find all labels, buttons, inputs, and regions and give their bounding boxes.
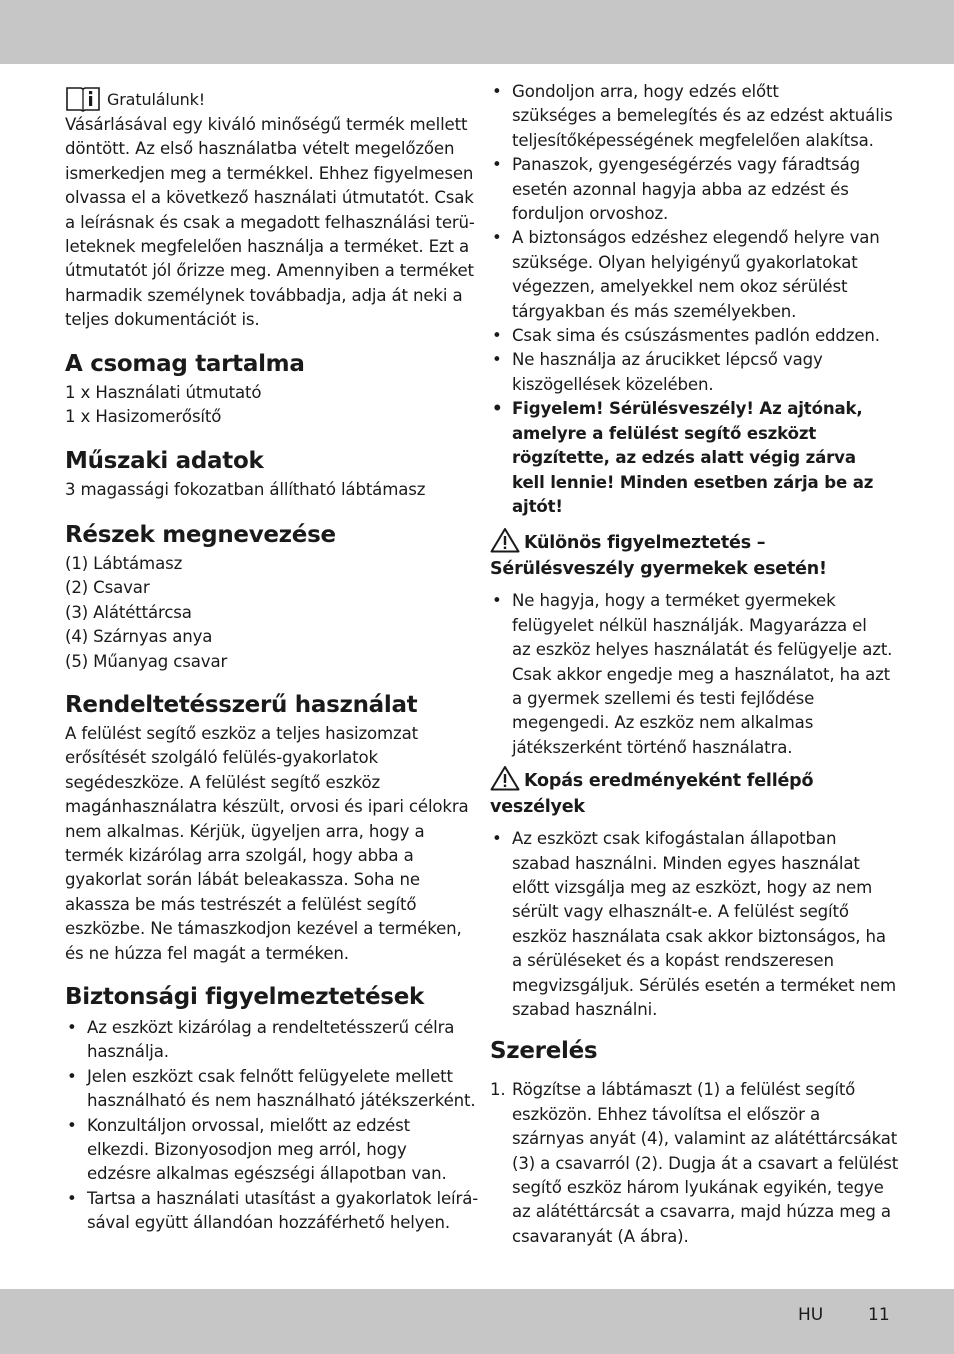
parts-heading: Részek megnevezése [65,521,336,548]
heading-text: Különös figyelmeztetés – [524,533,766,554]
header-bar [0,0,954,64]
text-line: használja. [87,1042,169,1062]
text-line: megengedi. Az eszköz nem alkalmas [512,713,814,733]
text-line: a gyermek szellemi és testi fejlődése [512,688,815,708]
text-line: • Tartsa a használati utasítást a gyakorlatok leírá- [87,1188,479,1208]
intended-use-paragraph [65,722,469,966]
text-line: Rögzítse a lábtámaszt (1) a felülést segítő [512,1080,856,1100]
contents-list [65,381,465,430]
text-line: • Panaszok, gyengeségérzés vagy fáradtság [512,155,861,175]
list-item: (4) Szárnyas anya [65,627,213,647]
text-line: gyakorlat során lábát beleakassza. Soha ne [65,870,420,890]
text-line: útmutatót jól őrizze meg. Amennyiben a terméket [65,261,474,281]
heading-text: Kopás eredményeként fellépő [524,771,814,792]
list-item [65,1065,476,1114]
text-line: magánhasználatra készült, orvosi és ipari célokra [65,797,469,817]
list-item [490,226,894,324]
left-column [65,84,479,1236]
text-line: teljesítőképességének megfelelően alakítsa. [512,130,874,150]
assembly-heading: Szerelés [490,1038,598,1065]
safety-list-continued [490,80,894,519]
intro-paragraph [65,113,475,333]
list-item: (2) Csavar [65,578,150,598]
text-line: erősítését szolgáló felülés-gyakorlatok [65,748,378,768]
intended-use-heading: Rendeltetésszerű használat [65,691,418,718]
list-item [490,348,894,397]
footer-bar [0,1289,954,1354]
warning-triangle-icon [490,765,520,791]
list-item: (5) Műanyag csavar [65,651,228,671]
children-warning-heading [490,527,894,582]
text-line: Vásárlásával egy kiváló minőségű termék mellett [65,115,468,134]
text-line: döntött. Az első használatba vételt megelőzően [65,139,455,159]
text-line: a leírásnak és csak a megadott felhasználási terü- [65,212,475,232]
intro-greeting: Gratulálunk! [107,89,206,109]
text-line: esetén azonnal hagyja abba az edzést és [512,179,849,199]
text-line: • Ne hagyja, hogy a terméket gyermekek [512,591,836,611]
manual-info-icon [65,84,101,112]
heading-line [490,765,894,794]
text-line: forduljon orvoshoz. [512,204,669,224]
text-line: • Gondoljon arra, hogy edzés előtt [512,82,779,101]
text-line: játékszerként történő használatra. [512,737,793,757]
list-item: 3 magassági fokozatban állítható lábtámasz [65,480,426,500]
text-line: kell lennie! Minden esetben zárja be az [512,472,874,492]
text-line: kiszögellések közelében. [512,374,714,394]
list-item [490,589,894,760]
text-line: olvassa el a következő használati útmutatót. Csak [65,188,474,208]
text-line: harmadik személynek továbbadja, adja át neki a [65,285,463,305]
text-line: szabad használni. Minden egyes használat [512,853,860,873]
text-line: eszközbe. Ne támaszkodjon kezével a terméken, [65,919,462,939]
text-line: ismerkedjen meg a termékkel. Ehhez figyelmesen [65,163,474,183]
assembly-steps [490,1078,899,1249]
page-number: 11 [868,1305,890,1325]
children-warning-list [490,589,894,760]
list-item: 1 x Használati útmutató [65,382,262,402]
text-line: ajtót! [512,496,563,516]
text-line: • Az eszközt csak kifogástalan állapotban [512,829,837,849]
safety-list [65,1016,479,1236]
text-line: elkezdi. Bizonyosodjon meg arról, hogy [87,1140,407,1159]
text-line: csavaranyát (A ábra). [512,1226,689,1246]
list-item: 1 x Hasizomerősítő [65,407,222,427]
wear-warning-list [490,827,897,1022]
safety-heading: Biztonsági figyelmeztetések [65,983,424,1010]
text-line: (3) a csavarról (2). Dugja át a csavart a felülést [512,1153,899,1173]
warning-triangle-icon [490,527,520,553]
list-item [65,1016,465,1065]
wear-warning-heading [490,765,894,820]
list-item: (1) Lábtámasz [65,553,183,573]
list-item [490,153,894,226]
text-line: az alátéttárcsát a csavarra, majd húzza meg a [512,1202,891,1222]
text-line: amelyre a felülést segítő eszközt [512,423,817,443]
step-number: 1. [490,1080,506,1100]
text-line: tárgyakban és más személyekben. [512,301,797,321]
text-line: nem alkalmas. Kérjük, ügyeljen arra, hogy a [65,821,425,841]
text-line: segítő eszköz három lyukának egyikén, tegye [512,1178,884,1198]
text-line: a sérüléseket és a kopást rendszeresen [512,951,834,971]
text-line: előtt vizsgálja meg az eszközt, hogy az nem [512,877,873,897]
text-line: végezzen, amelyekkel nem okoz sérülést [512,277,848,297]
text-line: és ne húzza fel magát a terméken. [65,943,349,963]
text-line: segédeszköze. A felülést segítő eszköz [65,772,381,792]
text-line: termék kizárólag arra szolgál, hogy abba a [65,845,414,865]
text-line: • Csak sima és csúszásmentes padlón eddzen. [512,326,880,346]
text-line: leteknek megfelelően használja a terméket. Ezt a [65,237,469,257]
text-line: sával együtt állandóan hozzáférhető helyen. [87,1213,450,1233]
text-line: rögzítette, az edzés alatt végig zárva [512,448,856,468]
list-item [490,80,894,153]
text-line: edzésre alkalmas egészségi állapotban van. [87,1164,447,1184]
tech-heading: Műszaki adatok [65,448,264,475]
text-line: • Az eszközt kizárólag a rendeltetésszerű célra [87,1017,455,1037]
text-line: eszközön. Ehhez távolítsa el először a [512,1104,820,1124]
tech-list [65,478,465,502]
list-item-warning [490,397,894,519]
list-item [490,324,894,348]
text-line: eszköz használata csak akkor biztonságos, ha [512,926,886,946]
heading-line: veszélyek [490,797,585,818]
text-line: megvizsgáljuk. Sérülés esetén a terméket nem [512,975,897,995]
list-item: (3) Alátéttárcsa [65,602,192,622]
text-line: sérült vagy elhasznált-e. A felülést segítő [512,902,849,922]
language-code: HU [798,1305,824,1325]
text-line: • Jelen eszközt csak felnőtt felügyelete mellett [87,1066,453,1086]
parts-list [65,552,465,674]
text-line: szabad használni. [512,1000,658,1019]
list-item [490,827,897,1022]
list-item [65,1187,479,1236]
heading-line: Sérülésveszély gyermekek esetén! [490,559,827,580]
right-column [490,80,899,1249]
contents-heading: A csomag tartalma [65,350,305,377]
list-item [65,1114,465,1187]
text-line: • Konzultáljon orvossal, mielőtt az edzést [87,1115,410,1135]
text-line: szüksége. Olyan helyigényű gyakorlatokat [512,252,858,272]
heading-line [490,527,894,556]
text-line: • A biztonságos edzéshez elegendő helyre van [512,228,880,248]
intro-greeting-row [65,84,465,112]
text-line: szükséges a bemelegítés és az edzést aktuális [512,106,893,126]
text-line: A felülést segítő eszköz a teljes hasizomzat [65,723,418,743]
text-line: teljes dokumentációt is. [65,310,260,330]
assembly-step [490,1078,899,1249]
text-line: szárnyas anyát (4), valamint az alátéttárcsákat [512,1129,898,1149]
text-line: • Figyelem! Sérülésveszély! Az ajtónak, [512,399,863,419]
text-line: használható és nem használható játékszerként. [87,1091,476,1111]
text-line: felügyelet nélkül használják. Magyarázza el [512,615,867,635]
text-line: Csak akkor engedje meg a használatot, ha azt [512,664,891,684]
text-line: • Ne használja az árucikket lépcső vagy [512,350,823,370]
text-line: akassza be más testrészét a felülést segítő [65,894,417,914]
text-line: az eszköz helyes használatát és felügyelje azt. [512,640,893,660]
